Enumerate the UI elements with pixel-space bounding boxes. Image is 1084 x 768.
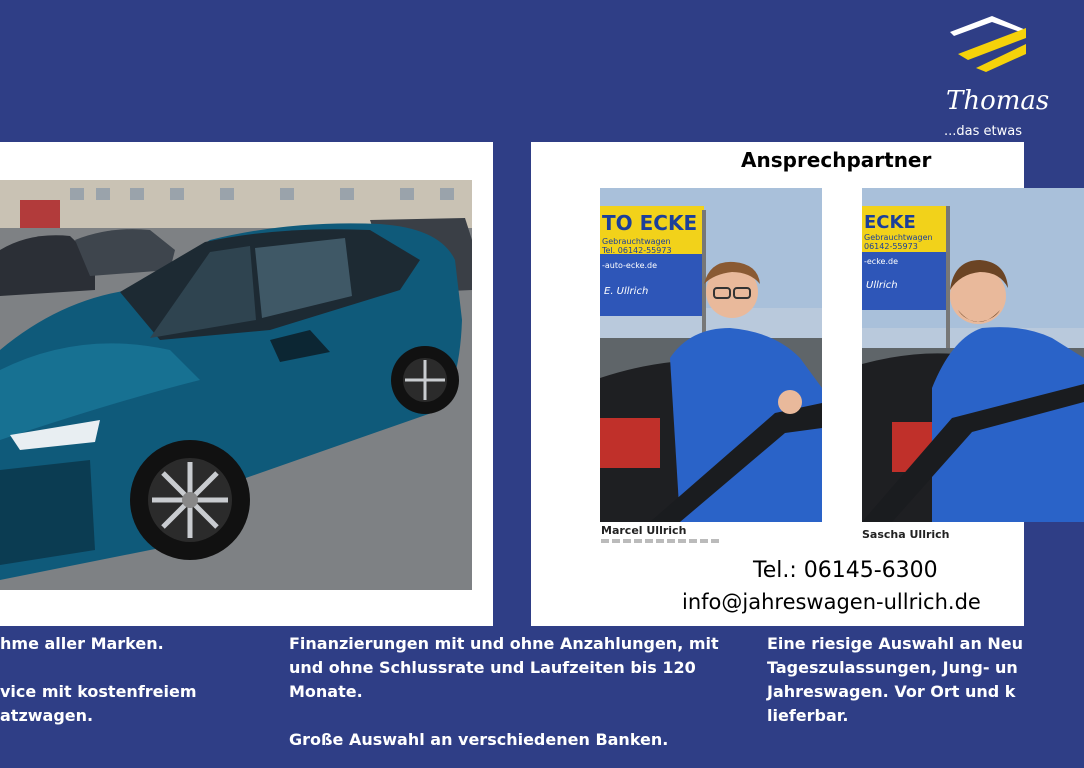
- info-right-line: Eine riesige Auswahl an Neu: [767, 634, 1024, 653]
- contact-name-marcel: Marcel Ullrich: [601, 524, 687, 537]
- contact-title: Ansprechpartner: [741, 148, 932, 172]
- contact-phone: Tel.: 06145-6300: [753, 558, 938, 583]
- info-left-line: vice mit kostenfreiem: [0, 682, 197, 701]
- sign-text: TO ECKE: [602, 211, 698, 235]
- sign-text: -auto-ecke.de: [602, 261, 658, 270]
- info-text-middle: [289, 632, 759, 752]
- info-middle-line: Große Auswahl an verschiedenen Banken.: [289, 730, 669, 749]
- info-left-line: atzwagen.: [0, 706, 94, 725]
- company-logo: [940, 10, 1050, 139]
- sign-text: Ullrich: [866, 280, 898, 291]
- info-gap: [0, 656, 280, 680]
- sign-text: Gebrauchtwagen: [864, 233, 933, 242]
- contact-panel: [531, 142, 1024, 626]
- roof-swoosh-icon: [946, 14, 1026, 84]
- info-middle-line: Monate.: [289, 682, 363, 701]
- info-text-left: [0, 632, 280, 728]
- sign-text: 06142-55973: [864, 242, 918, 251]
- contact-photo-marcel: [600, 188, 822, 522]
- caption-underline: [601, 539, 721, 543]
- sign-text: E. Ullrich: [604, 286, 649, 297]
- sign-text: -ecke.de: [864, 257, 899, 266]
- car-panel: [0, 142, 493, 626]
- contact-email: info@jahreswagen-ullrich.de: [682, 590, 981, 614]
- logo-brand-text: Thomas: [946, 86, 1050, 116]
- sign-text: ECKE: [864, 212, 916, 233]
- info-gap: [289, 704, 759, 728]
- sign-text: Gebrauchtwagen: [602, 237, 671, 246]
- info-text-right: [767, 632, 1024, 728]
- info-right-line: lieferbar.: [767, 706, 849, 725]
- info-right-line: Tageszulassungen, Jung- un: [767, 658, 1018, 677]
- info-right-line: Jahreswagen. Vor Ort und k: [767, 682, 1016, 701]
- info-left-line: hme aller Marken.: [0, 634, 164, 653]
- sign-text: Tel. 06142-55973: [602, 246, 672, 255]
- logo-slogan: ...das etwas: [944, 124, 1022, 139]
- info-middle-line: Finanzierungen mit und ohne Anzahlungen, mit: [289, 634, 719, 653]
- info-middle-line: und ohne Schlussrate und Laufzeiten bis 120: [289, 658, 696, 677]
- contact-name-sascha: Sascha Ullrich: [862, 528, 950, 541]
- contact-photo-sascha: [862, 188, 1084, 522]
- car-photo: [0, 180, 472, 590]
